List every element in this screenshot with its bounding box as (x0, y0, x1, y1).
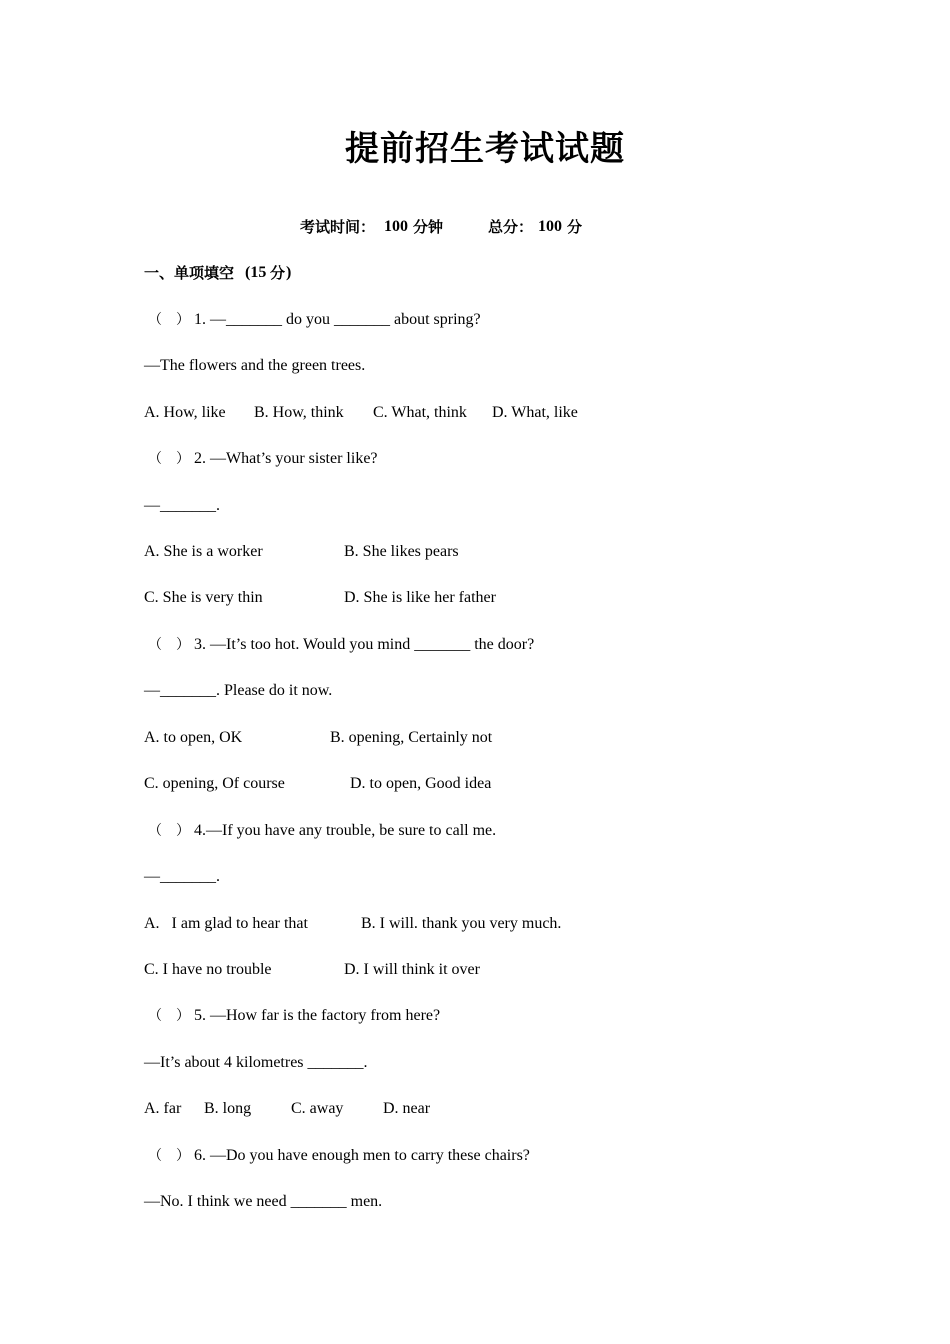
score-unit: 分 (567, 218, 583, 236)
option-d: D. She is like her father (344, 589, 496, 606)
question-stem-text: 1. —_______ do you _______ about spring? (194, 311, 481, 328)
option-b: B. I will. thank you very much. (361, 915, 562, 932)
exam-title: 提前招生考试试题 (345, 129, 625, 169)
question-stem-text: 3. —It’s too hot. Would you mind _______ the door? (194, 636, 535, 653)
option-c: C. away (291, 1100, 344, 1117)
section-heading-prefix: 一、单项填空 (144, 264, 235, 282)
answer-text: —_______. (144, 497, 220, 514)
option-b: B. opening, Certainly not (330, 729, 493, 746)
question-stem-text: 4.—If you have any trouble, be sure to call me. (194, 822, 497, 839)
time-value: 100 (384, 218, 408, 235)
option-b: B. How, think (254, 404, 344, 421)
score-value: 100 (538, 218, 562, 235)
answer-parenthesis: （ ） (148, 823, 190, 839)
option-a: A. far (144, 1100, 182, 1117)
option-a: A. She is a worker (144, 543, 263, 560)
answer-text: —_______. Please do it now. (144, 682, 333, 699)
answer-parenthesis: （ ） (148, 451, 190, 467)
option-a: A. How, like (144, 404, 226, 421)
answer-parenthesis: （ ） (148, 1148, 190, 1164)
question-stem-text: 6. —Do you have enough men to carry these chairs? (194, 1147, 530, 1164)
option-d: D. What, like (492, 404, 578, 421)
option-b: B. long (204, 1100, 252, 1117)
answer-text: —The flowers and the green trees. (144, 357, 366, 374)
answer-parenthesis: （ ） (148, 312, 190, 328)
score-label: 总分： (488, 218, 534, 236)
question-stem-text: 5. —How far is the factory from here? (194, 1007, 441, 1024)
section-heading-close: ) (286, 264, 292, 281)
option-d: D. near (383, 1100, 431, 1117)
exam-meta (0, 214, 950, 240)
question-stem-text: 2. —What’s your sister like? (194, 450, 378, 467)
option-b: B. She likes pears (344, 543, 459, 560)
option-d: D. to open, Good idea (350, 775, 492, 792)
time-label: 考试时间： (300, 218, 376, 236)
answer-text: —_______. (144, 868, 220, 885)
answer-parenthesis: （ ） (148, 1008, 190, 1024)
section-heading-points: (15 (245, 264, 267, 281)
option-d: D. I will think it over (344, 961, 480, 978)
option-c: C. What, think (373, 404, 467, 421)
option-a: A. to open, OK (144, 729, 243, 746)
option-c: C. I have no trouble (144, 961, 272, 978)
section-heading-unit: 分 (270, 264, 286, 282)
option-a: A. I am glad to hear that (144, 915, 308, 932)
answer-text: —It’s about 4 kilometres _______. (144, 1054, 368, 1071)
answer-text: —No. I think we need _______ men. (144, 1193, 383, 1210)
answer-parenthesis: （ ） (148, 637, 190, 653)
option-c: C. opening, Of course (144, 775, 285, 792)
option-c: C. She is very thin (144, 589, 263, 606)
time-unit: 分钟 (413, 218, 444, 236)
